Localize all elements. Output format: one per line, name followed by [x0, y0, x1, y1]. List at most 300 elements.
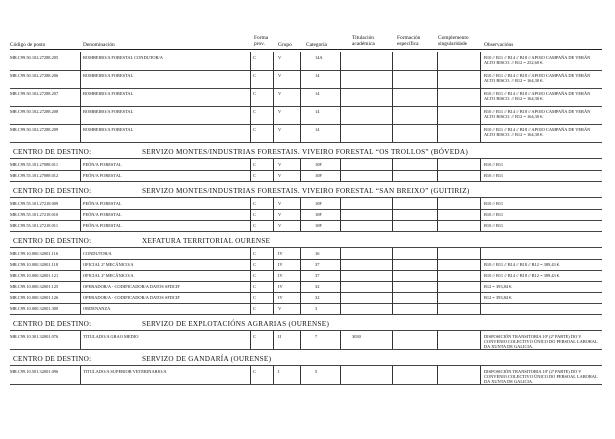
column-divider — [480, 303, 481, 314]
header-denomination: Denominación — [83, 42, 115, 48]
header-observacions: Observacións — [484, 42, 514, 48]
cell-denomination: BOMBEIRO/A FORESTAL — [83, 73, 134, 78]
column-divider — [340, 292, 341, 303]
column-divider — [480, 70, 481, 88]
cell-categoria: 37 — [315, 273, 320, 278]
column-divider — [273, 52, 274, 70]
column-divider — [80, 248, 81, 259]
row-rule — [10, 349, 602, 350]
table-row — [10, 306, 602, 314]
cell-forma-prov: C — [253, 55, 256, 60]
column-divider — [250, 303, 251, 314]
column-divider — [250, 270, 251, 281]
column-divider — [250, 248, 251, 259]
column-divider — [437, 220, 438, 231]
cell-categoria: 10F — [315, 162, 322, 167]
column-divider — [300, 248, 301, 259]
column-divider — [80, 366, 81, 384]
column-divider — [273, 159, 274, 170]
column-divider — [80, 88, 81, 106]
center-name: SERVIZO DE EXPLOTACIÓNS AGRARIAS (OURENSE) — [142, 320, 330, 328]
column-divider — [250, 292, 251, 303]
cell-denomination: TITULADO/A GRAO MEDIO — [83, 334, 139, 339]
cell-grupo: V — [278, 55, 282, 60]
column-divider — [340, 159, 341, 170]
cell-code: MR.C99.50.102.27288.206 — [10, 73, 59, 78]
column-divider — [80, 259, 81, 270]
column-divider — [437, 170, 438, 181]
column-divider — [273, 106, 274, 124]
column-divider — [340, 281, 341, 292]
column-divider — [392, 259, 393, 270]
row-rule — [10, 70, 602, 71]
column-divider — [437, 270, 438, 281]
cell-code: MR.C99.10.000.32001.125 — [10, 284, 59, 289]
cell-forma-prov: C — [253, 295, 256, 300]
cell-observacions: B12 = 393,84 €. — [484, 295, 513, 300]
table-row — [10, 334, 602, 349]
center-name: SERVIZO MONTES/INDUSTRIAS FORESTAIS. VIVEIRO FORESTAL “OS TROLLOS” (BÓVEDA) — [142, 148, 469, 156]
column-divider — [273, 124, 274, 142]
cell-forma-prov: C — [253, 127, 256, 132]
cell-grupo: IV — [278, 284, 283, 289]
cell-code: MR.C99.50.102.27288.207 — [10, 91, 59, 96]
column-divider — [80, 303, 81, 314]
center-name: SERVIZO DE GANDARÍA (OURENSE) — [142, 355, 272, 363]
row-rule — [10, 231, 602, 232]
column-divider — [480, 220, 481, 231]
column-divider — [300, 209, 301, 220]
header-rule — [10, 49, 602, 50]
cell-code: MR.C99.10.000.32001.121 — [10, 273, 59, 278]
cell-observacions: B10 // B11 // B14 // B18 // APOIO CAMPAÑA DE VERÁN ALTO RISCO. // B12 = 164,30 €. — [484, 109, 591, 120]
cell-code: MR.C99.10.000.32001.126 — [10, 295, 59, 300]
column-divider — [392, 209, 393, 220]
cell-categoria: 10F — [315, 173, 322, 178]
cell-categoria: 10F — [315, 212, 322, 217]
cell-forma-prov: C — [253, 173, 256, 178]
cell-denomination: PEÓN/A FORESTAL — [83, 223, 122, 228]
column-divider — [437, 159, 438, 170]
center-label: CENTRO DE DESTINO: — [13, 237, 92, 245]
column-divider — [340, 248, 341, 259]
column-divider — [300, 220, 301, 231]
column-divider — [273, 281, 274, 292]
column-divider — [437, 248, 438, 259]
column-divider — [80, 270, 81, 281]
column-divider — [392, 292, 393, 303]
column-divider — [392, 70, 393, 88]
cell-categoria: 37 — [315, 262, 320, 267]
section-rule — [10, 365, 602, 366]
cell-categoria: 14 — [315, 73, 320, 78]
cell-denomination: OPERADOR/A - CODIFICADOR/A DATOS SFDCIF — [83, 295, 180, 300]
column-divider — [273, 70, 274, 88]
cell-denomination: BOMBEIRO/A FORESTAL — [83, 109, 134, 114]
column-divider — [480, 270, 481, 281]
column-divider — [273, 198, 274, 209]
cell-forma-prov: C — [253, 251, 256, 256]
column-divider — [340, 209, 341, 220]
cell-forma-prov: C — [253, 306, 256, 311]
column-divider — [80, 106, 81, 124]
column-divider — [250, 88, 251, 106]
column-divider — [300, 198, 301, 209]
column-divider — [340, 331, 341, 349]
column-divider — [250, 331, 251, 349]
table-row — [10, 295, 602, 303]
column-divider — [340, 259, 341, 270]
cell-code: MR.C99.50.102.27288.209 — [10, 127, 59, 132]
column-divider — [480, 292, 481, 303]
header-titulacion: Titulación académica — [352, 35, 375, 47]
column-divider — [273, 248, 274, 259]
cell-grupo: V — [278, 212, 282, 217]
column-divider — [273, 220, 274, 231]
cell-forma-prov: C — [253, 109, 256, 114]
column-divider — [392, 248, 393, 259]
cell-forma-prov: C — [253, 73, 256, 78]
row-rule — [10, 303, 602, 304]
cell-code: MR.C99.10.301.32001.076 — [10, 334, 59, 339]
row-rule — [10, 281, 602, 282]
cell-code: MR.C99.55.101.27218.010 — [10, 212, 59, 217]
column-divider — [340, 88, 341, 106]
column-divider — [480, 88, 481, 106]
cell-grupo: V — [278, 109, 282, 114]
column-divider — [250, 170, 251, 181]
cell-observacions: B12 = 393,84 €. — [484, 284, 513, 289]
table-row — [10, 369, 602, 384]
section-rule — [10, 158, 602, 159]
header-code: Código de posto — [10, 42, 46, 48]
column-divider — [300, 159, 301, 170]
cell-grupo: V — [278, 73, 282, 78]
column-divider — [340, 170, 341, 181]
column-divider — [250, 366, 251, 384]
column-divider — [392, 170, 393, 181]
center-label: CENTRO DE DESTINO: — [13, 320, 92, 328]
cell-categoria: 32 — [315, 295, 320, 300]
column-divider — [480, 331, 481, 349]
column-divider — [392, 366, 393, 384]
column-divider — [480, 124, 481, 142]
column-divider — [250, 124, 251, 142]
column-divider — [80, 209, 81, 220]
column-divider — [392, 220, 393, 231]
cell-titulacion: 3030 — [352, 334, 361, 339]
column-divider — [340, 198, 341, 209]
cell-denomination: PEÓN/A FORESTAL — [83, 212, 122, 217]
cell-grupo: IV — [278, 273, 283, 278]
column-divider — [480, 366, 481, 384]
cell-grupo: IV — [278, 262, 283, 267]
table-row — [10, 73, 602, 88]
column-divider — [480, 281, 481, 292]
column-divider — [300, 270, 301, 281]
column-divider — [80, 52, 81, 70]
cell-denomination: CONDUTOR/A — [83, 251, 112, 256]
column-divider — [80, 281, 81, 292]
cell-categoria: 3 — [315, 306, 318, 311]
cell-observacions: B10 // B11 — [484, 212, 504, 217]
column-divider — [340, 366, 341, 384]
column-divider — [80, 331, 81, 349]
column-divider — [250, 198, 251, 209]
row-rule — [10, 181, 602, 182]
row-rule — [10, 106, 602, 107]
column-divider — [392, 331, 393, 349]
cell-forma-prov: C — [253, 262, 256, 267]
table-row — [10, 162, 602, 170]
cell-grupo: V — [278, 201, 282, 206]
cell-denomination: PEÓN/A FORESTAL — [83, 173, 122, 178]
column-divider — [392, 159, 393, 170]
column-divider — [392, 270, 393, 281]
cell-grupo: V — [278, 173, 282, 178]
table-row — [10, 91, 602, 106]
column-divider — [250, 159, 251, 170]
column-divider — [437, 366, 438, 384]
column-divider — [392, 88, 393, 106]
cell-grupo: V — [278, 223, 282, 228]
column-divider — [80, 159, 81, 170]
cell-grupo: II — [278, 334, 281, 339]
column-divider — [80, 70, 81, 88]
cell-observacions: B10 // B11 // B14 // B18 // APOIO CAMPAÑA DE VERÁN ALTO RISCO. // B12 = 164,30 €. — [484, 73, 591, 84]
cell-observacions: B10 // B11 // B14 // B18 // APOIO CAMPAÑA DE VERÁN ALTO RISCO. // B12 = 164,30 €. — [484, 91, 591, 102]
column-divider — [273, 366, 274, 384]
column-divider — [300, 259, 301, 270]
column-divider — [300, 170, 301, 181]
table-row — [10, 212, 602, 220]
cell-denomination: PEÓN/A FORESTAL — [83, 162, 122, 167]
cell-denomination: TITULADO/A SUPERIOR VETERINARIO/A — [83, 369, 167, 374]
cell-observacions: B10 // B11 — [484, 173, 504, 178]
cell-categoria: 14 — [315, 127, 320, 132]
column-divider — [273, 292, 274, 303]
cell-denomination: OFICIAL 2ª MECÁNICO/A — [83, 262, 134, 267]
column-divider — [273, 88, 274, 106]
cell-observacions: B10 // B11 — [484, 223, 504, 228]
column-divider — [273, 270, 274, 281]
column-divider — [250, 281, 251, 292]
column-divider — [300, 303, 301, 314]
table-row — [10, 273, 602, 281]
cell-observacions: B10 // B11 // B14 // B18 // B12 = 389,43 €. — [484, 262, 561, 267]
column-divider — [80, 292, 81, 303]
table-row — [10, 173, 602, 181]
column-divider — [80, 124, 81, 142]
cell-forma-prov: C — [253, 223, 256, 228]
cell-denomination: BOMBEIRO/A FORESTAL — [83, 127, 134, 132]
cell-observacions: DISPOSICIÓN TRANSITORIA 10ª (2ª PARTE) DO V CONVENIO COLECTIVO ÚNICO DO PERSOAL LABORAL DA XUNTA DE GALICIA. — [484, 334, 598, 350]
column-divider — [437, 281, 438, 292]
column-divider — [340, 270, 341, 281]
column-divider — [392, 198, 393, 209]
column-divider — [437, 106, 438, 124]
cell-categoria: 10F — [315, 201, 322, 206]
column-divider — [250, 52, 251, 70]
column-divider — [250, 209, 251, 220]
cell-code: MR.C99.10.000.32001.116 — [10, 251, 59, 256]
row-rule — [10, 220, 602, 221]
column-divider — [300, 292, 301, 303]
cell-grupo: IV — [278, 251, 283, 256]
column-divider — [340, 106, 341, 124]
cell-categoria: 32 — [315, 284, 320, 289]
cell-denomination: OPERADOR/A - CODIFICADOR/A DATOS SFDCIF — [83, 284, 180, 289]
column-divider — [300, 331, 301, 349]
column-divider — [250, 220, 251, 231]
column-divider — [250, 106, 251, 124]
center-name: SERVIZO MONTES/INDUSTRIAS FORESTAIS. VIVEIRO FORESTAL “SAN BREIXO” (GUITIRIZ) — [142, 187, 470, 195]
column-divider — [80, 198, 81, 209]
cell-categoria: 7 — [315, 334, 318, 339]
column-divider — [340, 124, 341, 142]
column-divider — [273, 209, 274, 220]
cell-forma-prov: C — [253, 162, 256, 167]
cell-code: MR.C99.55.101.27088.011 — [10, 162, 59, 167]
column-divider — [340, 52, 341, 70]
cell-grupo: V — [278, 162, 282, 167]
header-grupo: Grupo — [278, 42, 292, 48]
row-rule — [10, 259, 602, 260]
cell-forma-prov: C — [253, 334, 256, 339]
center-label: CENTRO DE DESTINO: — [13, 187, 92, 195]
column-divider — [480, 198, 481, 209]
cell-denomination: BOMBEIRO/A FORESTAL CONDUTOR/A — [83, 55, 163, 60]
column-divider — [480, 248, 481, 259]
section-rule — [10, 247, 602, 248]
header-categoria: Categoría — [306, 42, 327, 48]
column-divider — [300, 366, 301, 384]
cell-code: MR.C99.50.102.27288.208 — [10, 109, 59, 114]
column-divider — [437, 259, 438, 270]
row-rule — [10, 384, 602, 385]
column-divider — [437, 303, 438, 314]
cell-code: MR.C99.55.101.27218.009 — [10, 201, 59, 206]
column-divider — [392, 124, 393, 142]
cell-grupo: V — [278, 306, 282, 311]
column-divider — [437, 70, 438, 88]
column-divider — [437, 198, 438, 209]
column-divider — [437, 292, 438, 303]
column-divider — [480, 170, 481, 181]
column-divider — [392, 106, 393, 124]
center-label: CENTRO DE DESTINO: — [13, 148, 92, 156]
column-divider — [300, 52, 301, 70]
table-row — [10, 201, 602, 209]
cell-observacions: DISPOSICIÓN TRANSITORIA 10ª (2ª PARTE) DO V CONVENIO COLECTIVO ÚNICO DO PERSOAL LABORAL DA XUNTA DE GALICIA. — [484, 369, 598, 385]
row-rule — [10, 314, 602, 315]
column-divider — [480, 106, 481, 124]
row-rule — [10, 124, 602, 125]
cell-forma-prov: C — [253, 284, 256, 289]
cell-forma-prov: C — [253, 273, 256, 278]
column-divider — [300, 281, 301, 292]
cell-forma-prov: C — [253, 201, 256, 206]
row-rule — [10, 209, 602, 210]
column-divider — [340, 220, 341, 231]
cell-grupo: I — [278, 369, 280, 374]
section-rule — [10, 330, 602, 331]
cell-code: MR.C99.55.101.27088.012 — [10, 173, 59, 178]
cell-denomination: PEÓN/A FORESTAL — [83, 201, 122, 206]
cell-categoria: 14 — [315, 91, 320, 96]
cell-code: MR.C99.55.101.27218.011 — [10, 223, 59, 228]
column-divider — [437, 88, 438, 106]
cell-forma-prov: C — [253, 91, 256, 96]
cell-forma-prov: C — [253, 212, 256, 217]
cell-grupo: IV — [278, 295, 283, 300]
cell-categoria: 5 — [315, 369, 318, 374]
cell-code: MR.C99.10.000.32001.118 — [10, 262, 59, 267]
cell-grupo: V — [278, 127, 282, 132]
row-rule — [10, 88, 602, 89]
column-divider — [340, 70, 341, 88]
column-divider — [250, 259, 251, 270]
header-forma-prov: Forma prov. — [254, 35, 269, 47]
column-divider — [480, 209, 481, 220]
column-divider — [80, 220, 81, 231]
row-rule — [10, 270, 602, 271]
column-divider — [273, 170, 274, 181]
table-row — [10, 262, 602, 270]
column-divider — [392, 52, 393, 70]
table-row — [10, 109, 602, 124]
header-complemento: Complemento singularidade — [438, 35, 469, 47]
cell-code: MR.C99.10.501.32001.096 — [10, 369, 59, 374]
cell-code: MR.C99.50.102.27288.205 — [10, 55, 59, 60]
cell-denomination: OFICIAL 2ª MECÁNICO/A — [83, 273, 134, 278]
cell-observacions: B10 // B11 — [484, 201, 504, 206]
cell-denomination: BOMBEIRO/A FORESTAL — [83, 91, 134, 96]
table-row — [10, 127, 602, 142]
column-divider — [480, 52, 481, 70]
column-divider — [273, 331, 274, 349]
cell-categoria: 14 — [315, 109, 320, 114]
table-row — [10, 223, 602, 231]
column-divider — [340, 303, 341, 314]
row-rule — [10, 170, 602, 171]
cell-forma-prov: C — [253, 369, 256, 374]
column-divider — [437, 124, 438, 142]
row-rule — [10, 142, 602, 143]
center-label: CENTRO DE DESTINO: — [13, 355, 92, 363]
cell-grupo: V — [278, 91, 282, 96]
table-row — [10, 284, 602, 292]
column-divider — [437, 331, 438, 349]
column-divider — [480, 259, 481, 270]
column-divider — [80, 170, 81, 181]
cell-denomination: ORDENANZA — [83, 306, 111, 311]
center-name: XEFATURA TERRITORIAL OURENSE — [142, 237, 271, 245]
cell-code: MR.C99.10.000.32001.300 — [10, 306, 59, 311]
table-row — [10, 251, 602, 259]
column-divider — [392, 303, 393, 314]
column-divider — [300, 70, 301, 88]
column-divider — [300, 106, 301, 124]
column-divider — [273, 303, 274, 314]
table-row — [10, 55, 602, 70]
cell-categoria: 14A — [315, 55, 323, 60]
cell-categoria: 10F — [315, 223, 322, 228]
column-divider — [437, 52, 438, 70]
cell-observacions: B10 // B11 // B14 // B18 // B12 = 389,43 €. — [484, 273, 561, 278]
cell-observacions: B10 // B11 // B14 // B18 // APOIO CAMPAÑA DE VERÁN ALTO RISCO. // B12 = 252,60 €. — [484, 55, 591, 66]
cell-observacions: B10 // B11 // B14 // B18 // APOIO CAMPAÑA DE VERÁN ALTO RISCO. // B12 = 164,30 €. — [484, 127, 591, 138]
